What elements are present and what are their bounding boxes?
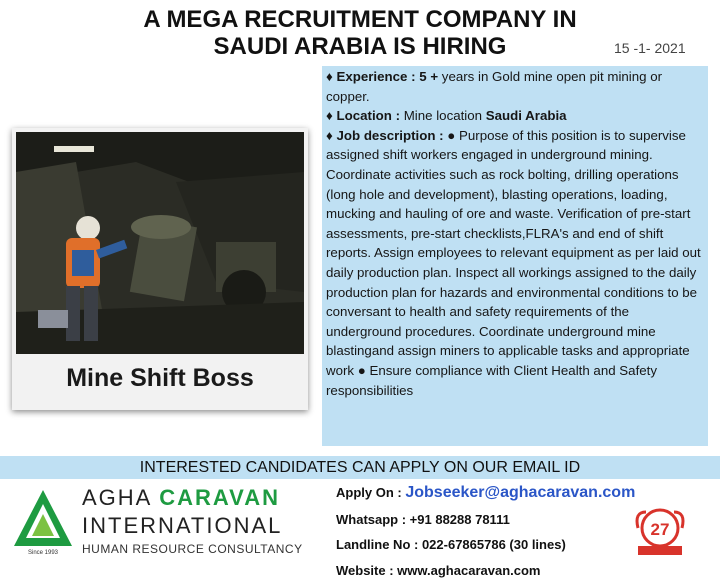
landline-number[interactable]: 022-67865786 (30 lines) <box>421 537 566 552</box>
description-text: ● Purpose of this position is to supervise assigned shift workers engaged in underground mining. Coordinate activities such as rock bolting, drilling operations (long hole and development), blasting operations, loading, mucking and hauling of ore and waste. Verification of pre-start assessments, pre-start checklists,FLRA's and end of shift reports. Assign employees to relevant equipment as per laid out daily production plan. Inspect all workings assigned to the daily production plan for hazards and environmental conditions to be conversant to health and safety requirements of the underground procedures. Coordinate underground mine blastingand assign miners to applicable tasks and appropriate work ● Ensure compliance with Client Health and Safety responsibilities <box>326 127 701 398</box>
job-photo-card <box>12 128 308 410</box>
description-label: ♦ Job description : <box>326 127 444 143</box>
mine-worker-photo <box>16 132 304 354</box>
website-link[interactable]: www.aghacaravan.com <box>397 563 541 578</box>
company-name-line-1 <box>82 485 280 511</box>
job-title: Mine Shift Boss <box>66 364 254 392</box>
badge-number: 27 <box>650 520 670 539</box>
company-logo-icon <box>12 488 74 556</box>
apply-on-label: Apply On : <box>336 485 406 500</box>
location-text: Mine location <box>400 108 486 124</box>
anniversary-badge-icon <box>630 506 690 558</box>
apply-on-row <box>336 484 635 502</box>
company-name-line-2: INTERNATIONAL <box>82 513 283 538</box>
headline <box>0 6 720 60</box>
website-row <box>336 563 540 578</box>
company-tagline: HUMAN RESOURCE CONSULTANCY <box>82 542 303 556</box>
headline-line-1: A MEGA RECRUITMENT COMPANY IN <box>143 6 577 33</box>
website-label: Website : <box>336 563 398 578</box>
landline-row <box>336 537 566 552</box>
logo-since: Since 1993 <box>27 550 59 556</box>
job-details-panel <box>322 66 708 446</box>
whatsapp-label: Whatsapp : <box>336 512 410 527</box>
description-item <box>326 126 704 400</box>
company-name-caravan: CARAVAN <box>159 485 280 510</box>
headline-line-2: SAUDI ARABIA IS HIRING <box>213 33 507 60</box>
location-value: Saudi Arabia <box>485 108 567 124</box>
landline-label: Landline No : <box>336 537 422 552</box>
location-item <box>326 106 704 126</box>
experience-text: years in Gold mine open pit mining or copper. <box>326 69 663 104</box>
post-date: 15 -1- 2021 <box>614 40 686 56</box>
whatsapp-number[interactable]: +91 88288 78111 <box>409 512 510 527</box>
apply-banner: INTERESTED CANDIDATES CAN APPLY ON OUR EMAIL ID <box>0 456 720 479</box>
whatsapp-row <box>336 512 510 527</box>
experience-item <box>326 67 704 106</box>
experience-label: ♦ Experience : 5 + <box>326 69 439 84</box>
email-link[interactable]: Jobseeker@aghacaravan.com <box>405 484 636 501</box>
company-name-agha: AGHA <box>82 485 160 510</box>
location-label: ♦ Location : <box>326 108 401 124</box>
